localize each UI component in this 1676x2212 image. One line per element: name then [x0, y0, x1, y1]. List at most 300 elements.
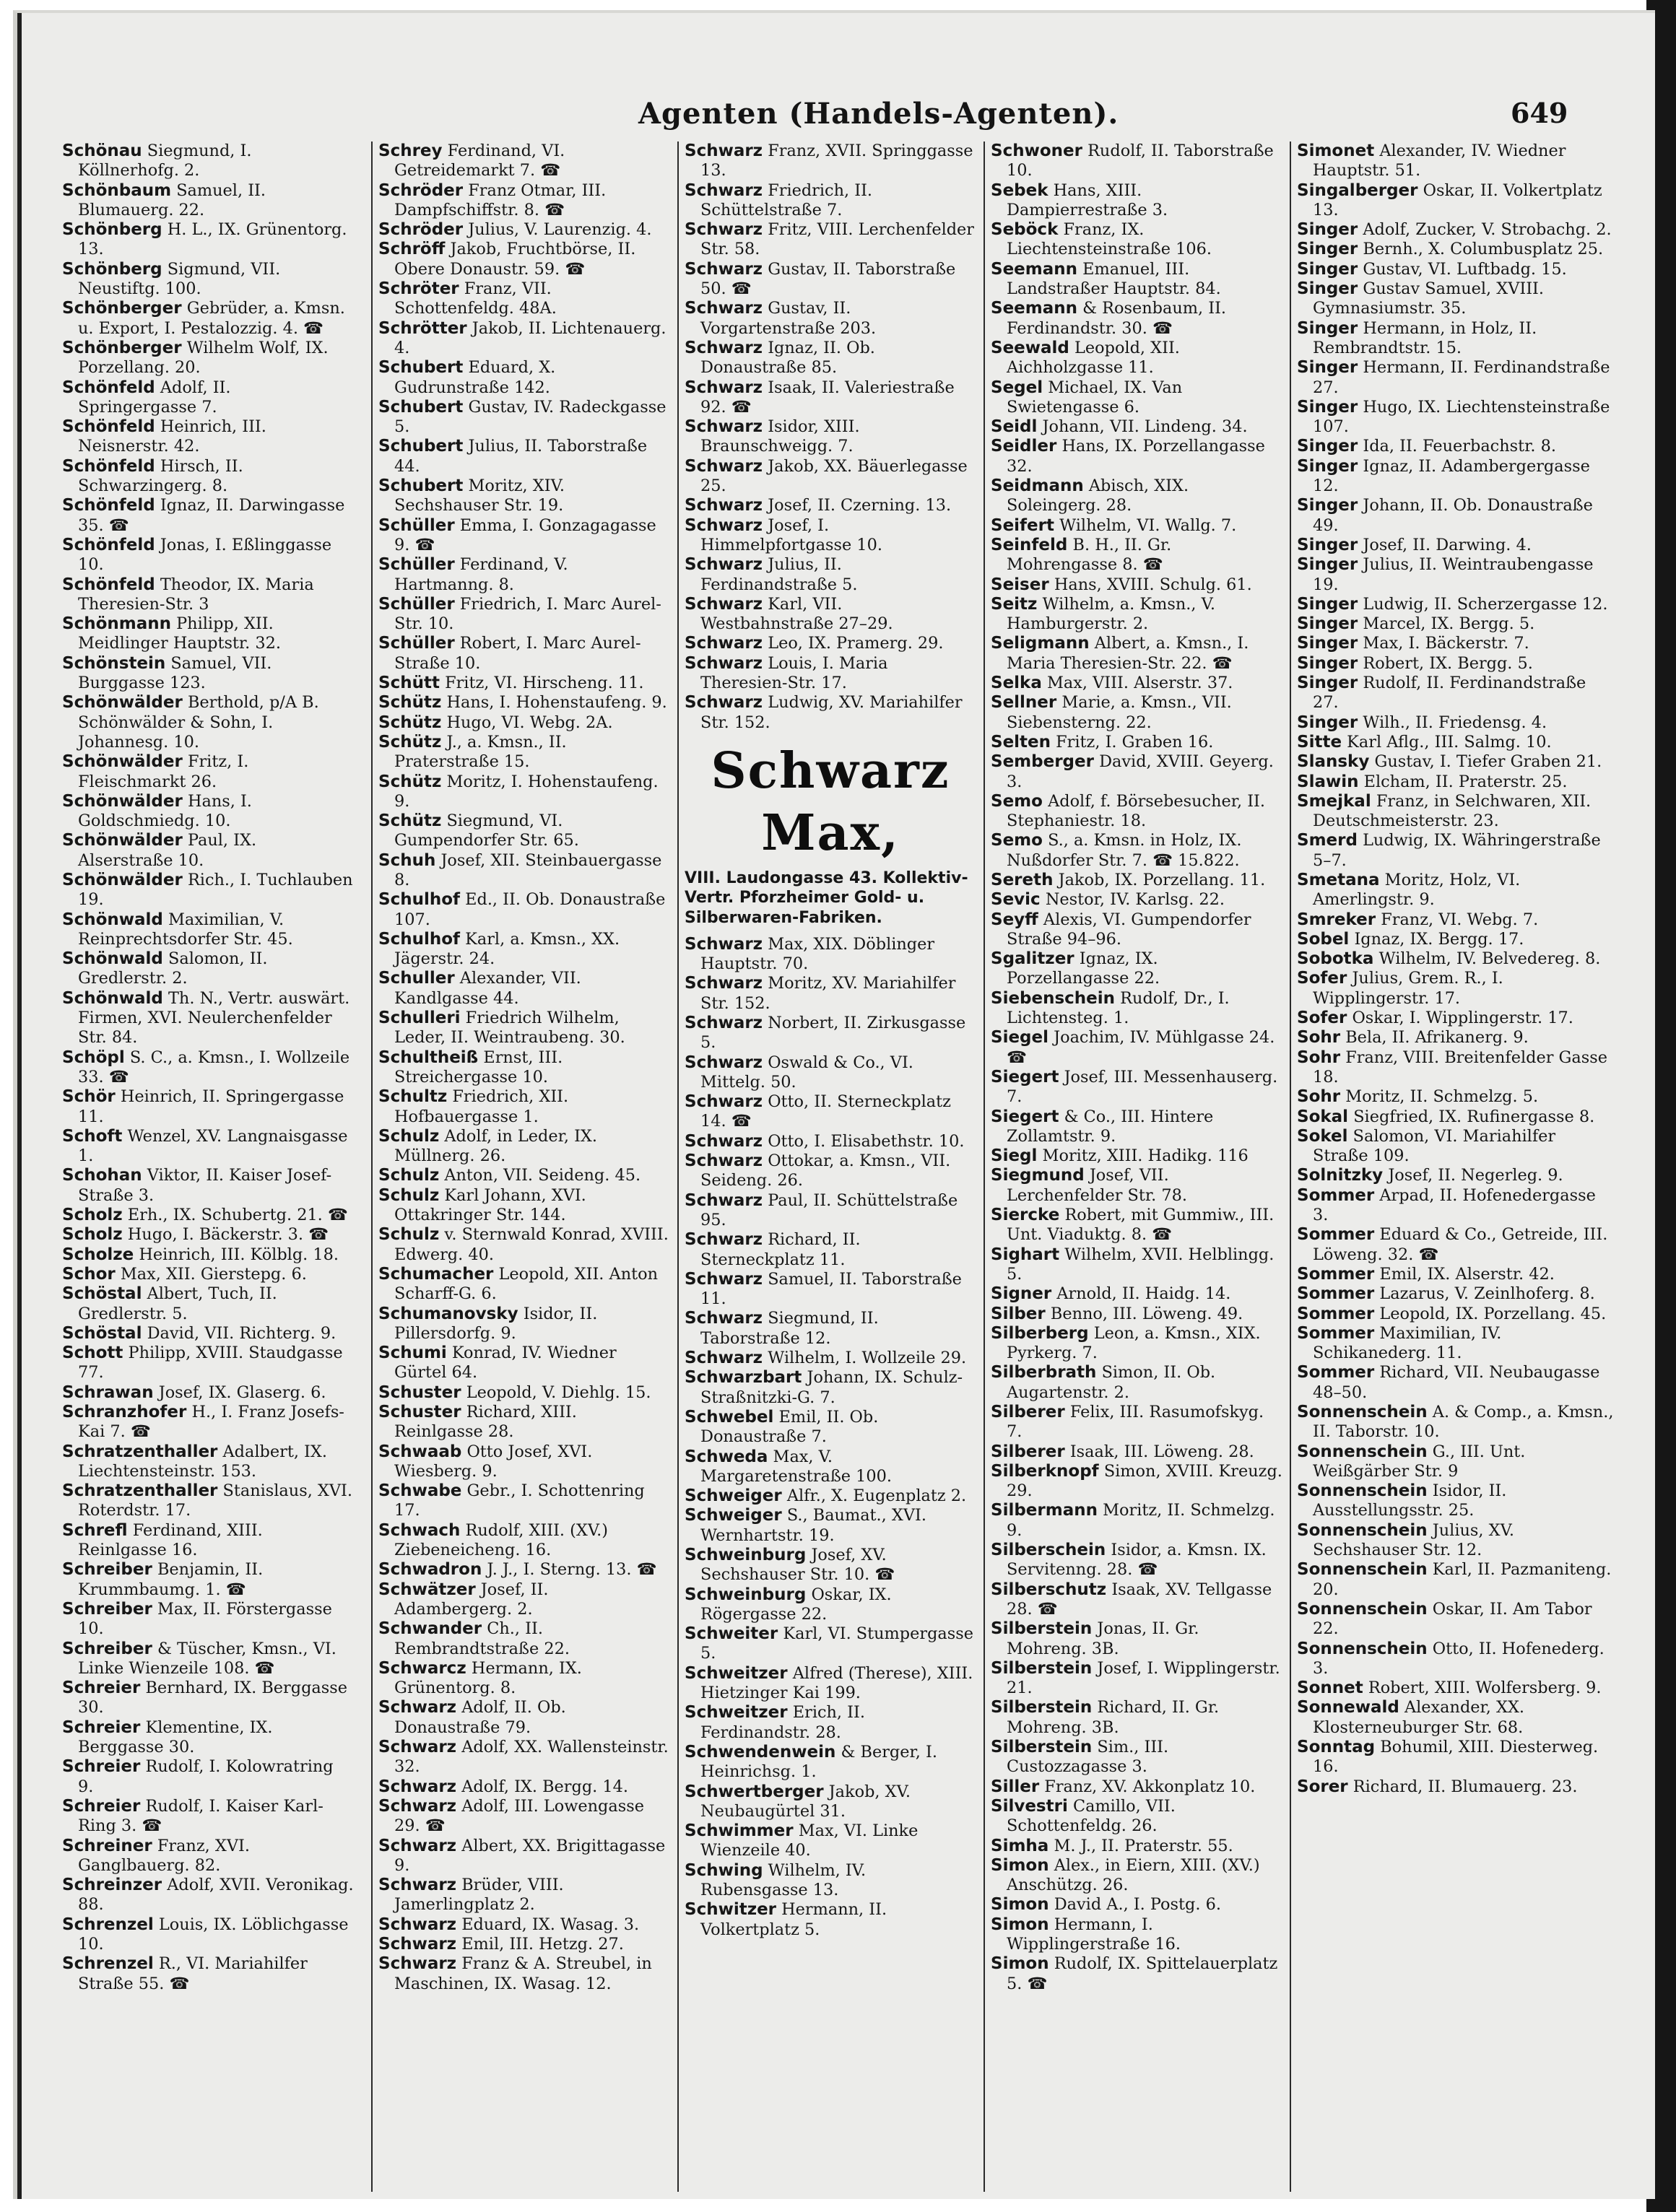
directory-entry [378, 555, 670, 595]
entry-details: Philipp, XVIII. Staudgasse 77. [78, 1344, 343, 1382]
entry-details: Ch., II. Rembrandtstraße 22. [394, 1619, 570, 1658]
directory-entry [1297, 792, 1615, 832]
directory-entry [378, 1876, 670, 1915]
entry-details: Rudolf, XIII. (XV.) Ziebeneicheng. 16. [394, 1520, 608, 1560]
entry-name: Silberstein [991, 1658, 1093, 1678]
entry-name: Schwarz [685, 496, 763, 515]
entry-details: Max, V. Margaretenstraße 100. [700, 1447, 893, 1486]
entry-details: Benjamin, II. Krummbaumg. 1. ☎ [78, 1560, 264, 1599]
entry-details: Franz, in Selchwaren, XII. Deutschmeisterstr. 23. [1313, 791, 1592, 831]
entry-details: Gebrüder, a. Kmsn. u. Export, I. Pestalozzig. 4. ☎ [78, 299, 345, 338]
directory-entry [685, 1821, 976, 1861]
entry-name: Schreiber [62, 1639, 152, 1658]
entry-name: Schröff [378, 240, 446, 259]
entry-details: Oskar, IX. Rögergasse 22. [700, 1585, 892, 1624]
entry-name: Schüller [378, 555, 455, 575]
entry-name: Schwarz [685, 634, 763, 653]
entry-name: Schuller [378, 969, 455, 988]
entry-name: Silberer [991, 1403, 1065, 1421]
entry-name: Silvestri [991, 1796, 1068, 1816]
entry-name: Silberknopf [991, 1461, 1099, 1481]
entry-details: Friedrich, I. Marc Aurel-Str. 10. [394, 594, 661, 634]
entry-name: Schulhof [378, 890, 461, 910]
directory-entry [991, 1837, 1282, 1856]
directory-entry [1297, 871, 1615, 910]
entry-name: Siegert [991, 1107, 1059, 1126]
entry-name: Schönwälder [62, 791, 183, 811]
entry-details: Hermann, II. Ferdinandstraße 27. [1313, 358, 1610, 397]
entry-details: Friedrich Wilhelm, Leder, II. Weintraubeng. 30. [394, 1009, 625, 1048]
entry-details: Isidor, II. Ausstellungsstr. 25. [1313, 1481, 1507, 1520]
directory-entry [991, 1363, 1282, 1403]
entry-name: Sonnenschein [1297, 1403, 1428, 1421]
entry-name: Schratzenthaller [62, 1442, 218, 1461]
directory-entry [991, 476, 1282, 516]
entry-details: Max, XIX. Döblinger Hauptstr. 70. [700, 934, 935, 974]
entry-details: Rudolf, II. Taborstraße 10. [1007, 141, 1274, 180]
entry-name: Sighart [991, 1245, 1060, 1264]
entry-details: Wilhelm, XVII. Helblingg. 5. [1007, 1245, 1275, 1284]
entry-name: Seemann [991, 259, 1077, 279]
entry-name: Schönmann [62, 614, 171, 634]
directory-entry [685, 181, 976, 221]
entry-details: Wilhelm, VI. Wallg. 7. [1059, 515, 1237, 535]
directory-entry [62, 1757, 354, 1797]
directory-entry [62, 1678, 354, 1718]
entry-details: Paul, II. Schüttelstraße 95. [700, 1190, 958, 1229]
directory-entry [991, 1068, 1282, 1107]
entry-details: Wilhelm, IV. Rubensgasse 13. [700, 1860, 867, 1900]
entry-details: Robert, mit Gummiw., III. Unt. Viaduktg. 8. ☎ [1007, 1206, 1275, 1245]
entry-details: Jakob, Fruchtbörse, II. Obere Donaustr. 59. ☎ [394, 240, 636, 279]
column-3-bottom [685, 935, 976, 1940]
entry-name: Schönstein [62, 653, 166, 673]
directory-entry [685, 1703, 976, 1743]
entry-details: Hermann, in Holz, II. Rembrandtstr. 15. [1313, 318, 1537, 357]
entry-name: Schwoner [991, 141, 1082, 160]
directory-entry [378, 595, 670, 635]
entry-name: Seidl [991, 417, 1038, 437]
entry-details: Otto, II. Sterneckplatz 14. ☎ [700, 1092, 951, 1131]
directory-entry [378, 516, 670, 556]
entry-name: Schor [62, 1264, 116, 1284]
directory-entry [991, 595, 1282, 635]
directory-entry [685, 1309, 976, 1349]
entry-details: Josef, IX. Glaserg. 6. [158, 1382, 326, 1402]
directory-entry [991, 693, 1282, 733]
directory-entry [1297, 437, 1615, 456]
entry-details: Hans, I. Hohenstaufeng. 9. [446, 693, 667, 713]
entry-name: Schubert [378, 437, 464, 456]
directory-entry [62, 1600, 354, 1640]
entry-name: Seyff [991, 910, 1038, 929]
entry-details: Johann, IX. Schulz-Straßnitzki-G. 7. [700, 1368, 963, 1407]
entry-details: Julius, Grem. R., I. Wipplingerstr. 17. [1313, 969, 1503, 1008]
column-2 [371, 141, 670, 2192]
entry-details: Jonas, I. Eßlinggasse 10. [78, 535, 332, 575]
entry-name: Schwarz [685, 456, 763, 476]
directory-entry [378, 1186, 670, 1226]
entry-name: Singer [1297, 496, 1358, 515]
entry-details: Isidor, XIII. Braunschweigg. 7. [700, 417, 860, 456]
entry-details: Franz, VI. Webg. 7. [1381, 910, 1539, 929]
directory-entry [991, 1324, 1282, 1364]
entry-name: Schwarz [685, 1349, 763, 1368]
directory-entry [991, 1915, 1282, 1955]
entry-name: Schönberger [62, 338, 182, 357]
entry-name: Siller [991, 1777, 1040, 1796]
directory-entry [685, 935, 976, 975]
entry-name: Schweinburg [685, 1546, 807, 1564]
entry-name: Schwarz [685, 1013, 763, 1032]
entry-details: Franz, XV. Akkonplatz 10. [1044, 1777, 1256, 1796]
entry-details: Hirsch, II. Schwarzingerg. 8. [78, 456, 243, 496]
entry-details: Hans, I. Goldschmiedg. 10. [78, 791, 252, 831]
entry-details: Isidor, II. Pillersdorfg. 9. [394, 1304, 598, 1343]
entry-details: David, VII. Richterg. 9. [147, 1323, 336, 1343]
entry-name: Sofer [1297, 969, 1347, 988]
directory-entry [378, 851, 670, 891]
entry-name: Schultz [378, 1087, 448, 1107]
entry-details: Hans, XVIII. Schulg. 61. [1054, 575, 1252, 594]
entry-name: Schulz [378, 1225, 440, 1245]
directory-entry [1297, 398, 1615, 437]
entry-details: Josef, II. Adambergerg. 2. [394, 1580, 549, 1619]
entry-details: Sigmund, VII. Neustiftg. 100. [78, 259, 281, 299]
entry-name: Sonnenschein [1297, 1481, 1428, 1501]
entry-details: Oskar, II. Volkertplatz 13. [1313, 180, 1602, 219]
directory-entry [62, 299, 354, 339]
directory-entry [62, 1383, 354, 1403]
directory-entry [62, 1718, 354, 1758]
entry-details: Lazarus, V. Zeinlhoferg. 8. [1379, 1284, 1595, 1304]
directory-entry [378, 1442, 670, 1482]
directory-entry [991, 1462, 1282, 1502]
entry-details: Emanuel, III. Landstraßer Hauptstr. 84. [1007, 259, 1221, 299]
entry-details: Wilh., II. Friedensg. 4. [1363, 713, 1547, 732]
entry-details: Bernh., X. Columbusplatz 25. [1363, 240, 1604, 259]
entry-name: Schwarz [685, 693, 763, 713]
entry-name: Singer [1297, 240, 1358, 259]
directory-entry [378, 1580, 670, 1620]
entry-details: Wilhelm, I. Wollzeile 29. [768, 1349, 967, 1368]
entry-name: Sorer [1297, 1777, 1348, 1796]
directory-entry [1297, 969, 1615, 1009]
directory-entry [62, 260, 354, 300]
entry-details: Franz, XVII. Springgasse 13. [700, 141, 973, 180]
entry-details: Josef, III. Messenhauserg. 7. [1007, 1067, 1278, 1107]
directory-entry [1297, 930, 1615, 949]
entry-details: Jakob, XV. Neubaugürtel 31. [700, 1782, 911, 1821]
page-title: Agenten (Handels-Agenten). [638, 97, 1119, 131]
entry-details: Josef, XV. Sechshauser Str. 10. ☎ [700, 1546, 895, 1585]
entry-details: Ignaz, IX. Porzellangasse 22. [1007, 949, 1160, 988]
entry-name: Schwarz [685, 299, 763, 318]
entry-details: Ed., II. Ob. Donaustraße 107. [394, 890, 666, 929]
entry-details: Robert, IX. Bergg. 5. [1363, 653, 1533, 673]
entry-name: Schütz [378, 693, 442, 713]
entry-details: Rudolf, I. Kolowratring 9. [78, 1757, 334, 1796]
directory-entry [685, 378, 976, 418]
directory-entry [991, 1619, 1282, 1659]
directory-entry [991, 1146, 1282, 1166]
entry-details: Emma, I. Gonzagagasse 9. ☎ [394, 515, 656, 554]
entry-details: Viktor, II. Kaiser Josef-Straße 3. [78, 1166, 332, 1205]
entry-name: Schreier [62, 1757, 141, 1777]
entry-name: Seitz [991, 594, 1038, 614]
directory-entry [991, 1698, 1282, 1738]
directory-entry [378, 1481, 670, 1521]
entry-details: Fritz, I. Graben 16. [1056, 732, 1214, 752]
entry-name: Schwarz [685, 594, 763, 614]
entry-name: Seidler [991, 437, 1057, 456]
entry-details: David A., I. Postg. 6. [1054, 1895, 1221, 1915]
directory-entry [685, 1486, 976, 1506]
entry-details: Karl, II. Pazmaniteng. 20. [1313, 1560, 1612, 1599]
directory-entry [991, 1166, 1282, 1206]
entry-name: Smetana [1297, 870, 1380, 889]
directory-entry [685, 299, 976, 339]
entry-name: Silber [991, 1304, 1046, 1323]
directory-entry [378, 1403, 670, 1442]
entry-details: Marcel, IX. Bergg. 5. [1363, 614, 1535, 634]
entry-details: Julius, XV. Sechshauser Str. 12. [1313, 1520, 1514, 1560]
directory-entry [62, 792, 354, 832]
entry-name: Simonet [1297, 141, 1375, 160]
entry-name: Simon [991, 1895, 1049, 1915]
entry-name: Schreier [62, 1678, 141, 1698]
entry-details: Jonas, II. Gr. Mohreng. 3B. [1007, 1619, 1199, 1658]
entry-details: S., a. Kmsn. in Holz, IX. Nußdorfer Str. 7. ☎ 15.822. [1007, 831, 1242, 870]
directory-entry [62, 1344, 354, 1383]
entry-name: Schreier [62, 1796, 141, 1816]
entry-details: Isidor, a. Kmsn. IX. Servitenng. 28. ☎ [1007, 1541, 1267, 1580]
entry-details: Theodor, IX. Maria Theresien-Str. 3 [78, 575, 314, 614]
entry-details: Hans, XIII. Dampierrestraße 3. [1007, 180, 1168, 219]
directory-page [13, 10, 1655, 2199]
entry-details: Moritz, I. Hohenstaufeng. 9. [394, 772, 659, 811]
entry-name: Sokal [1297, 1107, 1349, 1126]
entry-details: Leopold, IX. Porzellang. 45. [1379, 1304, 1607, 1323]
directory-entry [378, 1560, 670, 1580]
entry-details: Gebr., I. Schottenring 17. [394, 1481, 645, 1520]
entry-details: Oswald & Co., VI. Mittelg. 50. [700, 1053, 913, 1092]
entry-name: Siercke [991, 1206, 1060, 1225]
entry-name: Schönbaum [62, 180, 172, 200]
entry-name: Sonnenschein [1297, 1599, 1428, 1619]
entry-details: Moritz, II. Schmelzg. 9. [1007, 1501, 1275, 1540]
entry-details: & Rosenbaum, II. Ferdinandstr. 30. ☎ [1007, 299, 1227, 338]
entry-details: Michael, IX. Van Swietengasse 6. [1007, 378, 1183, 417]
directory-entry [1297, 1698, 1615, 1738]
entry-details: B. H., II. Gr. Mohrengasse 8. ☎ [1007, 535, 1172, 575]
directory-entry [685, 457, 976, 497]
entry-name: Solnitzky [1297, 1166, 1384, 1185]
entry-name: Schulz [378, 1166, 440, 1185]
entry-name: Schwach [378, 1520, 461, 1540]
directory-entry [62, 752, 354, 792]
entry-details: Nestor, IV. Karlsg. 22. [1045, 890, 1225, 910]
directory-entry [378, 1777, 670, 1797]
entry-name: Schwarz [685, 1092, 763, 1112]
directory-entry [378, 1521, 670, 1561]
entry-name: Seemann [991, 299, 1077, 318]
directory-entry [378, 1619, 670, 1659]
entry-details: H., I. Franz Josefs-Kai 7. ☎ [78, 1403, 344, 1442]
entry-name: Schwarz [378, 1738, 457, 1757]
directory-entry [378, 1698, 670, 1738]
entry-name: Schulleri [378, 1009, 461, 1028]
entry-details: Gustav, VI. Luftbadg. 15. [1363, 259, 1567, 279]
directory-entry [685, 1546, 976, 1585]
entry-name: Schönfeld [62, 417, 155, 437]
directory-entry [62, 693, 354, 752]
directory-entry [685, 220, 976, 260]
entry-name: Schönwälder [62, 870, 183, 889]
entry-name: Schwarz [685, 141, 763, 160]
entry-name: Singer [1297, 279, 1358, 299]
entry-details: Franz, XVI. Ganglbauerg. 82. [78, 1836, 250, 1875]
entry-name: Schwarz [685, 934, 763, 954]
entry-name: Sommer [1297, 1264, 1375, 1284]
entry-name: Singer [1297, 614, 1358, 634]
entry-details: Isaak, III. Löweng. 28. [1069, 1442, 1254, 1461]
entry-details: Heinrich, III. Kölblg. 18. [139, 1245, 339, 1264]
directory-entry [378, 1797, 670, 1837]
entry-name: Siegert [991, 1067, 1059, 1087]
directory-entry [62, 1521, 354, 1561]
entry-details: v. Sternwald Konrad, XVIII. Edwerg. 40. [394, 1225, 669, 1264]
entry-details: Friedrich, XII. Hofbauergasse 1. [394, 1087, 569, 1126]
entry-details: Erh., IX. Schubertg. 21. ☎ [127, 1206, 348, 1225]
directory-entry [378, 240, 670, 279]
directory-entry [378, 181, 670, 221]
column-1 [62, 141, 354, 2192]
directory-entry [378, 1265, 670, 1305]
entry-name: Singer [1297, 259, 1358, 279]
entry-details: Leopold, XII. Aichholzgasse 11. [1007, 338, 1180, 378]
entry-details: Josef, II. Czerning. 13. [768, 496, 952, 515]
entry-name: Singer [1297, 358, 1358, 378]
entry-name: Schuster [378, 1403, 461, 1421]
column-4 [984, 141, 1282, 2192]
directory-entry [1297, 181, 1615, 221]
entry-name: Schrey [378, 141, 443, 160]
directory-entry [991, 339, 1282, 378]
entry-name: Schwarzbart [685, 1368, 802, 1388]
entry-name: Schrenzel [62, 1915, 154, 1934]
entry-details: Hermann, II. Volkertplatz 5. [700, 1900, 887, 1939]
directory-entry [1297, 772, 1615, 792]
entry-name: Schütz [378, 811, 442, 831]
entry-name: Singalberger [1297, 180, 1418, 200]
directory-entry [62, 949, 354, 989]
directory-entry [378, 674, 670, 693]
entry-details: Hugo, I. Bäckerstr. 3. ☎ [127, 1225, 329, 1245]
directory-entry [991, 1442, 1282, 1462]
entry-details: Fritz, I. Fleischmarkt 26. [78, 752, 249, 791]
entry-details: Louis, IX. Löblichgasse 10. [78, 1915, 349, 1954]
entry-name: Sohr [1297, 1087, 1341, 1107]
entry-name: Schrawan [62, 1382, 154, 1402]
entry-name: Schultheiß [378, 1048, 479, 1067]
entry-details: Alexander, XX. Klosterneuburger Str. 68. [1313, 1698, 1525, 1737]
entry-details: Julius, V. Laurenzig. 4. [468, 220, 652, 240]
entry-details: Karl, VI. Stumpergasse 5. [700, 1624, 973, 1663]
entry-details: Eduard & Co., Getreide, III. Löweng. 32. ☎ [1313, 1225, 1608, 1264]
entry-details: Konrad, IV. Wiedner Gürtel 64. [394, 1344, 617, 1382]
entry-details: Ferdinand, XIII. Reinlgasse 16. [78, 1520, 263, 1560]
entry-details: Jakob, IX. Porzellang. 11. [1058, 870, 1266, 889]
directory-entry [991, 1738, 1282, 1777]
directory-entry [685, 974, 976, 1014]
directory-entry [1297, 1481, 1615, 1521]
entry-details: Leon, a. Kmsn., XIX. Pyrkerg. 7. [1007, 1323, 1261, 1363]
entry-name: Sohr [1297, 1048, 1341, 1067]
directory-entry [378, 220, 670, 240]
entry-details: H. L., IX. Grünentorg. 13. [78, 220, 347, 259]
entry-name: Schönfeld [62, 378, 155, 397]
entry-details: Ludwig, II. Scherzergasse 12. [1363, 594, 1608, 614]
directory-entry [1297, 1678, 1615, 1698]
directory-entry [991, 831, 1282, 871]
directory-entry [1297, 614, 1615, 634]
entry-details: Isaak, XV. Tellgasse 28. ☎ [1007, 1580, 1272, 1619]
entry-details: Alfr., X. Eugenplatz 2. [786, 1486, 967, 1506]
entry-details: Richard, II. Blumauerg. 23. [1352, 1777, 1578, 1796]
entry-name: Schwarcz [378, 1658, 466, 1678]
entry-details: Rudolf, Dr., I. Lichtensteg. 1. [1007, 988, 1230, 1028]
directory-entry [378, 358, 670, 398]
directory-entry [685, 1861, 976, 1901]
directory-entry [1297, 1305, 1615, 1324]
entry-name: Schwabe [378, 1481, 462, 1501]
directory-entry [378, 1344, 670, 1383]
entry-name: Schweiger [685, 1506, 782, 1525]
entry-name: Scholz [62, 1206, 123, 1225]
entry-details: Adolf, f. Börsebesucher, II. Stephaniestr. 18. [1007, 791, 1266, 831]
entry-name: Sonntag [1297, 1738, 1376, 1757]
entry-details: Camillo, VII. Schottenfeldg. 26. [1007, 1796, 1176, 1836]
entry-details: Alexander, IV. Wiedner Hauptstr. 51. [1313, 141, 1566, 180]
entry-details: R., VI. Mariahilfer Straße 55. ☎ [78, 1954, 308, 1993]
entry-details: Stanislaus, XVI. Roterdstr. 17. [78, 1481, 353, 1520]
directory-entry [991, 1107, 1282, 1147]
directory-entry [378, 1837, 670, 1876]
directory-entry [991, 1501, 1282, 1541]
entry-name: Schuster [378, 1382, 461, 1402]
entry-name: Schrenzel [62, 1954, 154, 1974]
directory-entry [378, 1659, 670, 1699]
directory-entry [685, 634, 976, 653]
entry-name: Selten [991, 732, 1051, 752]
entry-details: Ernst, III. Streichergasse 10. [394, 1048, 563, 1087]
entry-details: Otto, II. Hofenederg. 3. [1313, 1639, 1605, 1678]
entry-details: & Tüscher, Kmsn., VI. Linke Wienzeile 108. ☎ [78, 1639, 336, 1678]
entry-name: Sereth [991, 870, 1054, 889]
entry-details: & Co., III. Hintere Zollamtstr. 9. [1007, 1107, 1214, 1146]
directory-entry [991, 1580, 1282, 1620]
entry-details: Adalbert, IX. Liechtensteinstr. 153. [78, 1442, 327, 1481]
entry-details: Erich, II. Ferdinandstr. 28. [700, 1703, 865, 1742]
directory-entry [1297, 1324, 1615, 1364]
directory-entry [378, 772, 670, 812]
directory-entry [991, 1028, 1282, 1068]
entry-name: Selka [991, 674, 1042, 693]
entry-name: Schütt [378, 674, 440, 693]
entry-details: S., Baumat., XVI. Wernhartstr. 19. [700, 1506, 926, 1545]
directory-entry [991, 516, 1282, 536]
